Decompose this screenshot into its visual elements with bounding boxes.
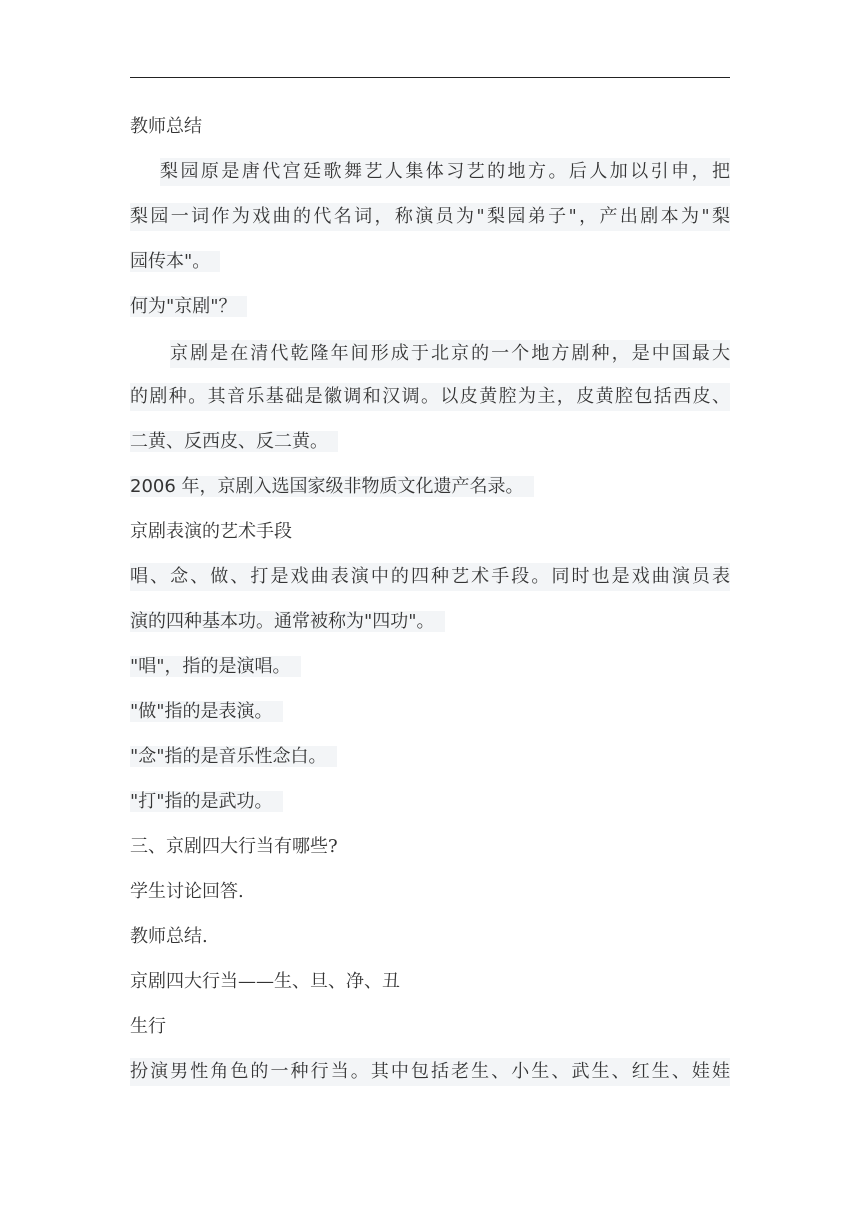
heading-performance-means: 京剧表演的艺术手段 <box>130 521 292 542</box>
heading-four-roles-question: 三、京剧四大行当有哪些? <box>130 836 338 857</box>
student-discussion: 学生讨论回答. <box>130 881 244 902</box>
paragraph-jingju-line-2: 的剧种。其音乐基础是徽调和汉调。以皮黄腔为主，皮黄腔包括西皮、 <box>130 383 730 411</box>
item-act: "做"指的是表演。 <box>130 698 283 726</box>
heading-what-is-peking-opera: 何为"京剧"？ <box>130 293 247 321</box>
paragraph-sheng-role: 扮演男性角色的一种行当。其中包括老生、小生、武生、红生、娃娃 <box>130 1058 730 1086</box>
heading-teacher-summary: 教师总结 <box>130 116 202 137</box>
paragraph-four-skills-line-1: 唱、念、做、打是戏曲表演中的四种艺术手段。同时也是戏曲演员表 <box>130 563 730 591</box>
paragraph-liyuan-line-3: 园传本"。 <box>130 248 220 276</box>
item-recite: "念"指的是音乐性念白。 <box>130 743 337 771</box>
four-roles-list: 京剧四大行当——生、旦、净、丑 <box>130 971 400 992</box>
paragraph-four-skills-line-2: 演的四种基本功。通常被称为"四功"。 <box>130 608 445 636</box>
heading-sheng-role: 生行 <box>130 1016 166 1037</box>
item-sing: "唱"，指的是演唱。 <box>130 653 301 681</box>
item-fight: "打"指的是武功。 <box>130 788 283 816</box>
paragraph-liyuan-line-2: 梨园一词作为戏曲的代名词，称演员为"梨园弟子"，产出剧本为"梨 <box>130 203 730 231</box>
paragraph-jingju-line-3: 二黄、反西皮、反二黄。 <box>130 428 338 456</box>
teacher-summary: 教师总结. <box>130 926 208 947</box>
paragraph-jingju-line-1: 京剧是在清代乾隆年间形成于北京的一个地方剧种，是中国最大 <box>170 340 730 368</box>
paragraph-heritage-2006: 2006 年，京剧入选国家级非物质文化遗产名录。 <box>130 473 534 501</box>
header-rule <box>130 77 730 78</box>
paragraph-liyuan-line-1: 梨园原是唐代宫廷歌舞艺人集体习艺的地方。后人加以引申，把 <box>160 158 730 186</box>
